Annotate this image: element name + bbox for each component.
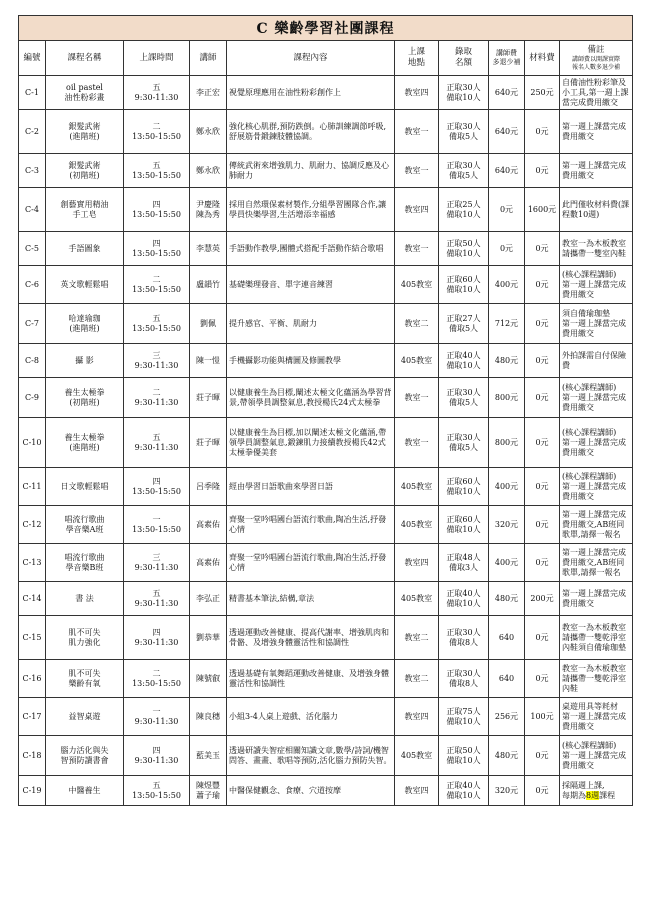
course-name: 日文歌輕鬆唱 (46, 468, 124, 506)
course-fee: 480元 (489, 344, 525, 378)
course-fee: 400元 (489, 468, 525, 506)
course-code: C-9 (19, 378, 46, 418)
course-room: 教室一 (395, 378, 439, 418)
course-note: 第一週上課當完成費用繳交 (560, 110, 633, 154)
course-time: 五 9:30-11:30 (124, 418, 190, 468)
course-note: 教室一為木板教室請攜帶一雙乾淨室內鞋 (560, 660, 633, 698)
course-name: 唱流行歌曲 學音樂A班 (46, 506, 124, 544)
course-name: 養生太極拳 (進階班) (46, 418, 124, 468)
course-quota: 正取30人 備取10人 (439, 76, 489, 110)
course-content: 齊聚一堂吟唱國台語流行歌曲,陶冶生活,抒發心情 (227, 544, 395, 582)
course-document (18, 15, 632, 806)
table-row (19, 736, 633, 776)
course-fee: 712元 (489, 304, 525, 344)
course-time: 二 13:50-15:50 (124, 110, 190, 154)
document-title: C 樂齡學習社團課程 (19, 16, 633, 41)
course-name: 腦力活化與失 智預防讀書會 (46, 736, 124, 776)
course-content: 小組3-4人桌上遊戲、活化腦力 (227, 698, 395, 736)
header-quota: 錄取 名額 (439, 41, 489, 76)
course-note: 第一週上課當完成費用繳交 (560, 154, 633, 188)
course-room: 教室四 (395, 188, 439, 232)
course-material-fee: 0元 (525, 418, 560, 468)
course-material-fee: 200元 (525, 582, 560, 616)
course-note: 自備油性粉彩筆及小工具,第一週上課當完成費用繳交 (560, 76, 633, 110)
course-quota: 正取40人 備取10人 (439, 344, 489, 378)
course-fee: 640 (489, 616, 525, 660)
header-material: 材料費 (525, 41, 560, 76)
course-note: (核心課程講師) 第一週上課當完成費用繳交 (560, 736, 633, 776)
course-note-text: 採隔週上課, 每期為 (562, 780, 605, 800)
course-quota: 正取40人 備取10人 (439, 776, 489, 806)
course-content: 手機攝影功能與構圖及修圖教學 (227, 344, 395, 378)
course-quota: 正取50人 備取10人 (439, 736, 489, 776)
course-code: C-7 (19, 304, 46, 344)
course-fee: 0元 (489, 188, 525, 232)
course-time: 三 9:30-11:30 (124, 344, 190, 378)
course-fee: 320元 (489, 776, 525, 806)
course-code: C-16 (19, 660, 46, 698)
course-note: 第一週上課當完成費用繳交 (560, 582, 633, 616)
course-material-fee: 0元 (525, 232, 560, 266)
course-quota: 正取30人 備取8人 (439, 616, 489, 660)
table-row (19, 304, 633, 344)
course-room: 405教室 (395, 582, 439, 616)
course-content: 提升感官、平衡、肌耐力 (227, 304, 395, 344)
header-teacher: 講師 (190, 41, 227, 76)
course-material-fee: 0元 (525, 736, 560, 776)
course-note: (核心課程講師) 第一週上課當完成費用繳交 (560, 468, 633, 506)
course-quota: 正取50人 備取10人 (439, 232, 489, 266)
course-fee: 400元 (489, 266, 525, 304)
course-content: 經由學習日語歌曲來學習日語 (227, 468, 395, 506)
course-name: 益智桌遊 (46, 698, 124, 736)
course-quota: 正取75人 備取10人 (439, 698, 489, 736)
course-material-fee: 0元 (525, 266, 560, 304)
course-room: 教室四 (395, 776, 439, 806)
course-quota: 正取30人 備取5人 (439, 154, 489, 188)
course-note: (核心課程講師) 第一週上課當完成費用繳交 (560, 266, 633, 304)
course-note: 桌遊用具等耗材 第一週上課當完成費用繳交 (560, 698, 633, 736)
course-name: oil pastel 油性粉彩畫 (46, 76, 124, 110)
table-row (19, 776, 633, 806)
course-name: 英文歌輕鬆唱 (46, 266, 124, 304)
course-code: C-5 (19, 232, 46, 266)
course-code: C-8 (19, 344, 46, 378)
course-quota: 正取30人 備取8人 (439, 660, 489, 698)
course-fee: 640元 (489, 76, 525, 110)
course-teacher: 陳一愷 (190, 344, 227, 378)
course-time: 一 13:50-15:50 (124, 506, 190, 544)
course-content: 手語動作教學,團體式搭配手語動作結合歌唱 (227, 232, 395, 266)
course-note: 外拍課需自付保險費 (560, 344, 633, 378)
course-teacher: 莊子暉 (190, 378, 227, 418)
course-content: 基礎樂理發音、單字連音練習 (227, 266, 395, 304)
course-room: 405教室 (395, 344, 439, 378)
course-content: 傳統武術來增強肌力、肌耐力、協調反應及心肺耐力 (227, 154, 395, 188)
course-content: 齊聚一堂吟唱國台語流行歌曲,陶冶生活,抒發心情 (227, 506, 395, 544)
table-row (19, 616, 633, 660)
course-time: 三 9:30-11:30 (124, 544, 190, 582)
course-code: C-12 (19, 506, 46, 544)
course-code: C-1 (19, 76, 46, 110)
course-material-fee: 250元 (525, 76, 560, 110)
course-code: C-15 (19, 616, 46, 660)
course-name: 哈達瑜珈 (進階班) (46, 304, 124, 344)
course-fee: 640 (489, 660, 525, 698)
course-name: 銀髮武術 (進階班) (46, 110, 124, 154)
course-teacher: 陳煜豐 蕭子瑜 (190, 776, 227, 806)
table-row (19, 582, 633, 616)
table-row (19, 506, 633, 544)
course-fee: 0元 (489, 232, 525, 266)
course-material-fee: 0元 (525, 378, 560, 418)
course-name: 肌不可失 樂齡有氧 (46, 660, 124, 698)
course-content: 精書基本筆法,結構,章法 (227, 582, 395, 616)
course-content: 視覺原理應用在油性粉彩創作上 (227, 76, 395, 110)
course-time: 五 13:50-15:50 (124, 304, 190, 344)
course-name: 肌不可失 肌力強化 (46, 616, 124, 660)
course-fee: 400元 (489, 544, 525, 582)
course-teacher: 鄭永欣 (190, 110, 227, 154)
course-time: 五 13:50-15:50 (124, 154, 190, 188)
course-teacher: 高素佑 (190, 544, 227, 582)
header-time: 上課時間 (124, 41, 190, 76)
course-code: C-19 (19, 776, 46, 806)
course-fee: 320元 (489, 506, 525, 544)
course-code: C-18 (19, 736, 46, 776)
course-quota: 正取30人 備取5人 (439, 110, 489, 154)
table-row (19, 110, 633, 154)
course-name: 手語圖象 (46, 232, 124, 266)
course-note: 第一週上課當完成費用繳交,AB班同歌單,請擇一報名 (560, 506, 633, 544)
table-row (19, 188, 633, 232)
course-material-fee: 1600元 (525, 188, 560, 232)
course-time: 二 13:50-15:50 (124, 660, 190, 698)
course-material-fee: 0元 (525, 110, 560, 154)
course-code: C-4 (19, 188, 46, 232)
course-teacher: 李慧英 (190, 232, 227, 266)
course-time: 四 9:30-11:30 (124, 616, 190, 660)
table-row (19, 76, 633, 110)
course-material-fee: 0元 (525, 154, 560, 188)
course-note-text: 課程 (599, 790, 616, 800)
table-row (19, 266, 633, 304)
table-row (19, 232, 633, 266)
course-room: 教室二 (395, 660, 439, 698)
course-material-fee: 0元 (525, 344, 560, 378)
course-material-fee: 0元 (525, 304, 560, 344)
course-time: 四 13:50-15:50 (124, 468, 190, 506)
course-fee: 640元 (489, 154, 525, 188)
course-material-fee: 0元 (525, 506, 560, 544)
course-quota: 正取30人 備取5人 (439, 378, 489, 418)
course-material-fee: 0元 (525, 660, 560, 698)
table-row (19, 698, 633, 736)
course-room: 教室一 (395, 418, 439, 468)
course-name: 中醫養生 (46, 776, 124, 806)
table-row (19, 418, 633, 468)
course-room: 教室一 (395, 232, 439, 266)
course-teacher: 陳良穗 (190, 698, 227, 736)
table-row (19, 544, 633, 582)
header-note-title: 備註 (587, 44, 605, 55)
course-time: 五 13:50-15:50 (124, 776, 190, 806)
course-room: 教室一 (395, 154, 439, 188)
course-content: 透過研讀失智症相關知識文章,數學/詩詞/機智問答、畫畫、歌唱等預防,活化腦力預防失智。 (227, 736, 395, 776)
header-name: 課程名稱 (46, 41, 124, 76)
course-name: 養生太極拳 (初階班) (46, 378, 124, 418)
table-row (19, 378, 633, 418)
course-quota: 正取25人 備取10人 (439, 188, 489, 232)
course-teacher: 劉佩 (190, 304, 227, 344)
course-note: 須自備瑜珈墊 第一週上課當完成費用繳交 (560, 304, 633, 344)
course-teacher: 陳號叡 (190, 660, 227, 698)
course-name: 攝 影 (46, 344, 124, 378)
course-note: 此門僅收材料費(課程數10週) (560, 188, 633, 232)
course-note: 教室一為木板教室請攜帶一雙室內鞋 (560, 232, 633, 266)
course-time: 四 13:50-15:50 (124, 232, 190, 266)
course-teacher: 李弘正 (190, 582, 227, 616)
course-fee: 800元 (489, 378, 525, 418)
course-time: 二 9:30-11:30 (124, 378, 190, 418)
course-room: 教室一 (395, 110, 439, 154)
course-room: 405教室 (395, 468, 439, 506)
course-teacher: 盧韻竹 (190, 266, 227, 304)
course-note: (核心課程講師) 第一週上課當完成費用繳交 (560, 378, 633, 418)
course-fee: 800元 (489, 418, 525, 468)
course-teacher: 鄭永欣 (190, 154, 227, 188)
course-content: 中醫保健觀念、食療、穴道按摩 (227, 776, 395, 806)
course-room: 405教室 (395, 266, 439, 304)
course-content: 以健康養生為目標,加以闡述太極文化蘊涵,帶領學員調整氣息,鍛鍊肌力接續教授楊氏42式太極拳優美套 (227, 418, 395, 468)
course-code: C-13 (19, 544, 46, 582)
course-fee: 640元 (489, 110, 525, 154)
course-code: C-11 (19, 468, 46, 506)
course-note (560, 776, 633, 806)
course-note: 第一週上課當完成費用繳交,AB班同歌單,請擇一報名 (560, 544, 633, 582)
header-note (560, 41, 633, 76)
course-code: C-2 (19, 110, 46, 154)
course-name: 唱流行歌曲 學音樂B班 (46, 544, 124, 582)
course-room: 教室二 (395, 304, 439, 344)
table-row (19, 344, 633, 378)
course-quota: 正取27人 備取5人 (439, 304, 489, 344)
course-content: 強化核心肌群,預防跌倒。心肺訓練調節呼吸,舒展筋骨鍛鍊肢體協調。 (227, 110, 395, 154)
course-room: 教室四 (395, 76, 439, 110)
course-name: 書 法 (46, 582, 124, 616)
course-teacher: 高素佑 (190, 506, 227, 544)
course-quota: 正取60人 備取10人 (439, 468, 489, 506)
course-room: 教室四 (395, 544, 439, 582)
course-note: 教室一為木板教室請攜帶一雙乾淨室內鞋須自備瑜珈墊 (560, 616, 633, 660)
course-fee: 480元 (489, 736, 525, 776)
header-note-sub: 講師費以開課實際 報名人數多退少補 (572, 55, 621, 71)
course-code: C-6 (19, 266, 46, 304)
course-code: C-14 (19, 582, 46, 616)
course-material-fee: 0元 (525, 468, 560, 506)
table-row (19, 154, 633, 188)
table-row (19, 660, 633, 698)
course-material-fee: 0元 (525, 544, 560, 582)
header-row (19, 41, 633, 76)
header-room: 上課 地點 (395, 41, 439, 76)
table-row (19, 468, 633, 506)
course-quota: 正取40人 備取10人 (439, 582, 489, 616)
course-room: 教室二 (395, 616, 439, 660)
course-room: 教室四 (395, 698, 439, 736)
course-teacher: 呂季隆 (190, 468, 227, 506)
course-fee: 480元 (489, 582, 525, 616)
course-code: C-10 (19, 418, 46, 468)
header-code: 編號 (19, 41, 46, 76)
course-material-fee: 0元 (525, 776, 560, 806)
course-teacher: 藍美玉 (190, 736, 227, 776)
course-room: 405教室 (395, 506, 439, 544)
header-content: 課程內容 (227, 41, 395, 76)
course-time: 五 9:30-11:30 (124, 76, 190, 110)
course-time: 四 13:50-15:50 (124, 188, 190, 232)
course-time: 二 13:50-15:50 (124, 266, 190, 304)
course-note-highlight: 8週 (586, 790, 600, 800)
course-material-fee: 100元 (525, 698, 560, 736)
course-time: 四 9:30-11:30 (124, 736, 190, 776)
course-teacher: 李正宏 (190, 76, 227, 110)
course-teacher: 劉恭華 (190, 616, 227, 660)
course-material-fee: 0元 (525, 616, 560, 660)
course-quota: 正取60人 備取10人 (439, 506, 489, 544)
course-time: 五 9:30-11:30 (124, 582, 190, 616)
course-note: (核心課程講師) 第一週上課當完成費用繳交 (560, 418, 633, 468)
course-quota: 正取30人 備取5人 (439, 418, 489, 468)
course-quota: 正取48人 備取3人 (439, 544, 489, 582)
course-content: 透過運動改善健康、提高代謝率、增強肌肉和骨骼、及增強身體靈活性和協調性 (227, 616, 395, 660)
course-table (18, 15, 633, 806)
header-fee: 講師費 多退少補 (489, 41, 525, 76)
course-code: C-3 (19, 154, 46, 188)
course-room: 405教室 (395, 736, 439, 776)
course-teacher: 莊子暉 (190, 418, 227, 468)
course-rows (19, 76, 633, 806)
course-content: 透過基礎有氧舞蹈運動改善健康、及增強身體靈活性和協調性 (227, 660, 395, 698)
course-time: 一 9:30-11:30 (124, 698, 190, 736)
course-content: 採用自然環保素材製作,分組學習團隊合作,讓學員快樂學習,生活增添幸福感 (227, 188, 395, 232)
course-quota: 正取60人 備取10人 (439, 266, 489, 304)
course-content: 以健康養生為目標,闡述太極文化蘊涵為學習背景,帶領學員調整氣息,教授楊氏24式太極拳 (227, 378, 395, 418)
course-code: C-17 (19, 698, 46, 736)
course-name: 銀髮武術 (初階班) (46, 154, 124, 188)
course-teacher: 尹慶隆 陳為秀 (190, 188, 227, 232)
course-name: 創藝實用精油 手工皂 (46, 188, 124, 232)
course-fee: 256元 (489, 698, 525, 736)
